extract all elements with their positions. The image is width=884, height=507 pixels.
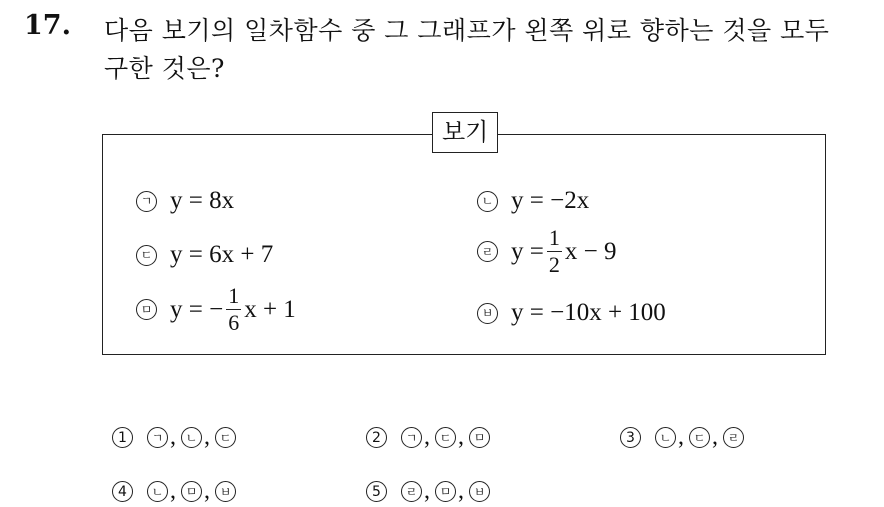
choice-mark: ㄴ — [147, 481, 168, 502]
choice-number: 5 — [366, 481, 387, 502]
choice-marks: ㄱ , ㄴ , ㄷ — [147, 424, 236, 451]
item-expression-prefix: y = − — [170, 295, 224, 323]
choice-marks: ㄹ , ㅁ , ㅂ — [401, 478, 490, 505]
question-number: 17. — [24, 10, 71, 41]
choice-mark: ㄹ — [401, 481, 422, 502]
choice-mark: ㄷ — [215, 427, 236, 448]
choice-mark: ㄴ — [181, 427, 202, 448]
choice-marks: ㄱ , ㄷ , ㅁ — [401, 424, 490, 451]
fraction-denominator: 6 — [228, 310, 240, 335]
question-line-2: 구한 것은? — [104, 54, 225, 83]
example-box — [102, 118, 826, 355]
choice-number: 2 — [366, 427, 387, 448]
choice-mark: ㄱ — [401, 427, 422, 448]
choice-mark: ㄷ — [689, 427, 710, 448]
example-item-4 — [477, 227, 616, 276]
item-mark: ㄷ — [136, 245, 157, 266]
item-expression-suffix: x + 1 — [244, 295, 296, 323]
fraction-denominator: 2 — [548, 252, 560, 277]
item-expression: y = −2x — [511, 187, 590, 214]
item-expression: y = 6x + 7 — [170, 241, 274, 268]
item-mark: ㄹ — [477, 241, 498, 262]
choice-number: 1 — [112, 427, 133, 448]
example-box-title: 보기 — [432, 112, 498, 153]
choice-mark: ㅁ — [435, 481, 456, 502]
example-item-1 — [136, 187, 234, 215]
choice-number: 4 — [112, 481, 133, 502]
answer-choice-3[interactable] — [620, 424, 744, 451]
item-mark: ㄴ — [477, 191, 498, 212]
fraction-numerator: 1 — [548, 225, 560, 250]
choice-number: 3 — [620, 427, 641, 448]
choice-mark: ㅁ — [181, 481, 202, 502]
question-line-1: 다음 보기의 일차함수 중 그 그래프가 왼쪽 위로 향하는 것을 모두 — [104, 16, 830, 45]
item-expression-suffix: x − 9 — [564, 237, 617, 265]
choice-mark: ㄹ — [723, 427, 744, 448]
example-item-6 — [477, 299, 666, 327]
example-item-2 — [477, 187, 589, 215]
answer-choice-2[interactable] — [366, 424, 490, 451]
choice-mark: ㄷ — [435, 427, 456, 448]
choice-marks: ㄴ , ㅁ , ㅂ — [147, 478, 236, 505]
item-expression-prefix: y = — [511, 237, 544, 265]
fraction — [226, 285, 241, 334]
choice-mark: ㄴ — [655, 427, 676, 448]
item-mark: ㄱ — [136, 191, 157, 212]
choice-mark: ㄱ — [147, 427, 168, 448]
answer-choice-1[interactable] — [112, 424, 236, 451]
answer-choice-5[interactable] — [366, 478, 490, 505]
example-item-3 — [136, 241, 273, 269]
item-expression: y = −10x + 100 — [511, 299, 666, 326]
fraction-numerator: 1 — [228, 283, 240, 308]
example-item-5 — [136, 285, 296, 334]
item-expression: y = 8x — [170, 187, 235, 214]
choice-mark: ㅂ — [215, 481, 236, 502]
choice-marks: ㄴ , ㄷ , ㄹ — [655, 424, 744, 451]
item-mark: ㅁ — [136, 299, 157, 320]
choice-mark: ㅁ — [469, 427, 490, 448]
item-mark: ㅂ — [477, 303, 498, 324]
question-text — [104, 12, 874, 88]
fraction — [547, 227, 562, 276]
choice-mark: ㅂ — [469, 481, 490, 502]
answer-choice-4[interactable] — [112, 478, 236, 505]
